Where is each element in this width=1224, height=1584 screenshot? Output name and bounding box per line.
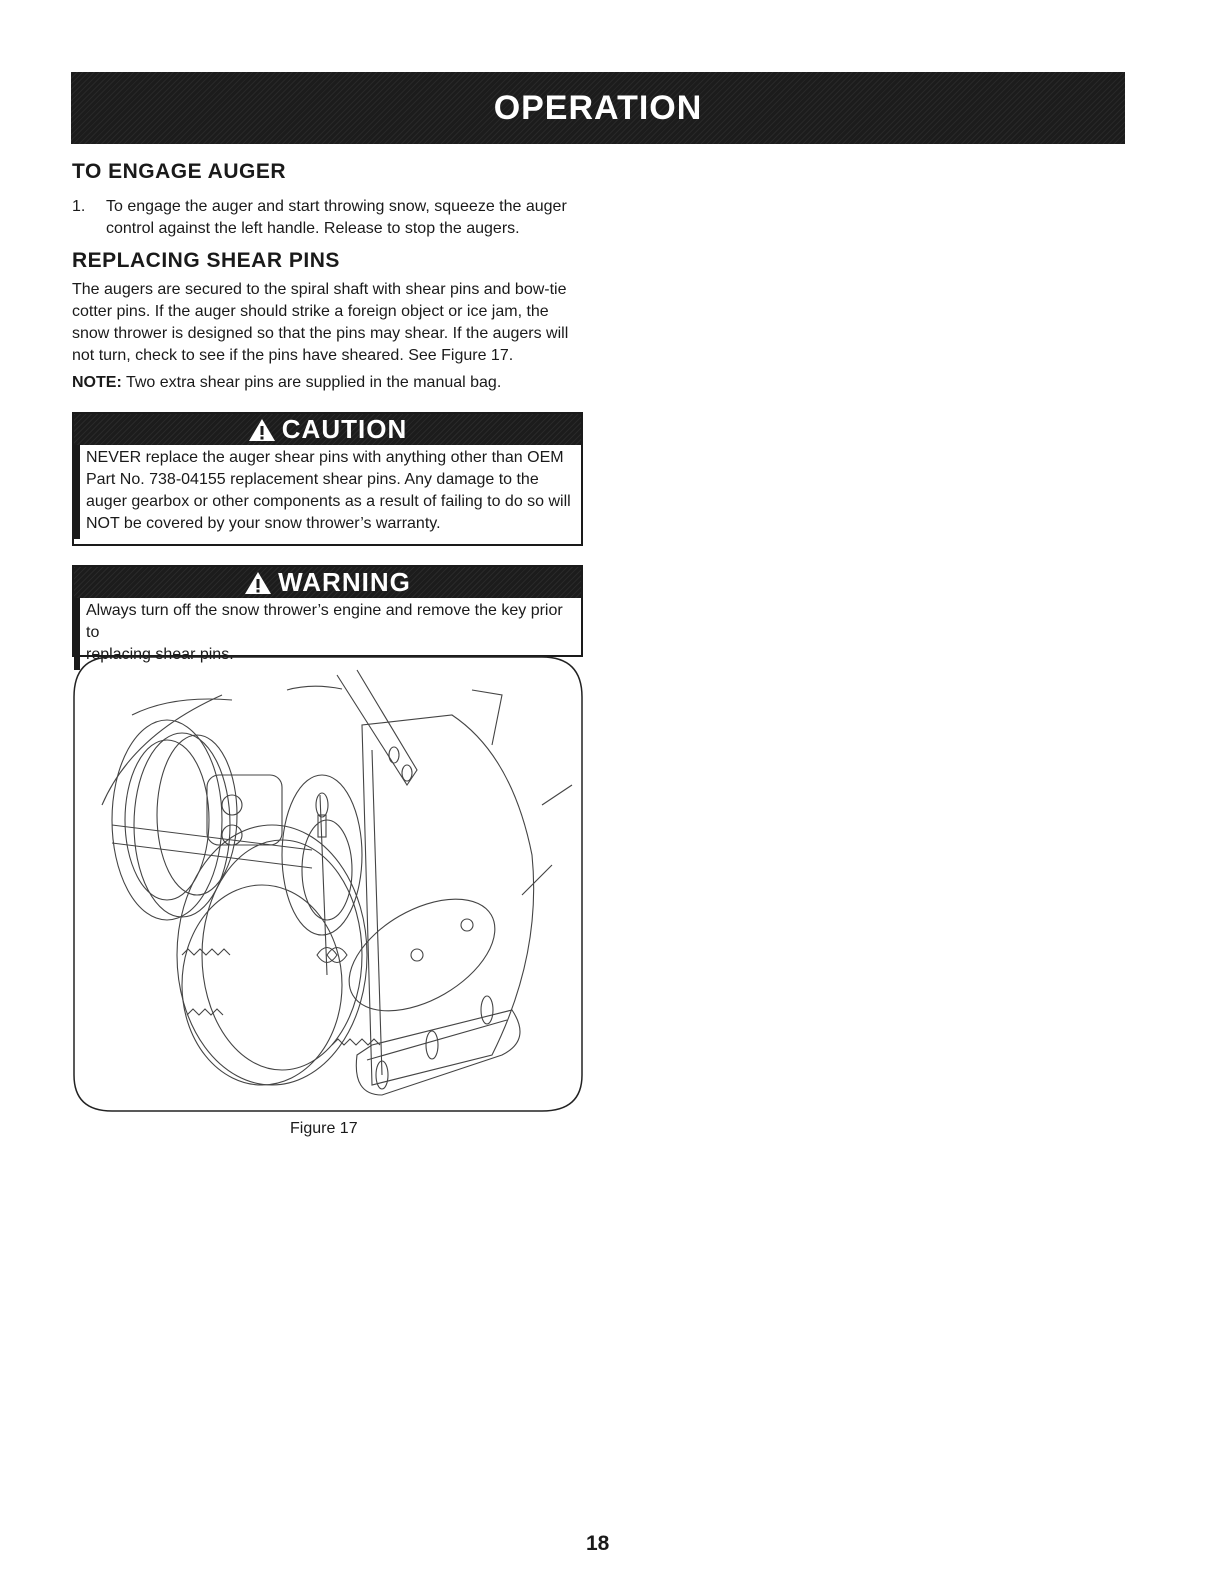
figure-illustration [72,655,584,1113]
step-text-line: To engage the auger and start throwing snow, squeeze the auger [106,198,567,215]
caution-line: Part No. 738-04155 replacement shear pins. Any damage to the [86,471,539,488]
section-title: OPERATION [493,88,703,127]
list-item [72,196,582,240]
figure-caption: Figure 17 [290,1120,358,1137]
warning-triangle-icon [248,418,276,442]
paragraph-line: snow thrower is designed so that the pins may shear. If the augers will [72,325,569,342]
caution-header [74,414,581,445]
warning-box [72,565,583,663]
shear-pins-heading: REPLACING SHEAR PINS [72,249,340,272]
note-text: Two extra shear pins are supplied in the manual bag. [121,374,502,391]
warning-line: replacing shear pins. [86,646,234,663]
step-text [106,196,582,240]
section-banner [71,72,1125,144]
paragraph-line: cotter pins. If the auger should strike a foreign object or ice jam, the [72,303,549,320]
caution-line: NOT be covered by your snow thrower’s warranty. [86,515,441,532]
paragraph-line: not turn, check to see if the pins have sheared. See Figure 17. [72,347,514,364]
shear-pins-paragraph [72,279,582,367]
caution-line: auger gearbox or other components as a result of failing to do so will [86,493,571,510]
warning-line: Always turn off the snow thrower’s engine and remove the key prior to [86,602,563,641]
note-label: NOTE: [72,374,122,391]
step-number: 1. [72,198,86,215]
warning-header [74,567,581,598]
caution-line: NEVER replace the auger shear pins with anything other than OEM [86,449,564,466]
page-number: 18 [586,1532,610,1555]
warning-triangle-icon [244,571,272,595]
caution-title: CAUTION [281,414,408,444]
warning-title: WARNING [278,567,411,597]
engage-auger-heading: TO ENGAGE AUGER [72,160,287,183]
step-text-line: control against the left handle. Release to stop the augers. [106,220,520,237]
caution-body [74,445,581,539]
auger-shear-pin-illustration [72,655,584,1113]
caution-box [72,412,583,546]
note-paragraph [72,372,582,394]
paragraph-line: The augers are secured to the spiral shaft with shear pins and bow-tie [72,281,567,298]
